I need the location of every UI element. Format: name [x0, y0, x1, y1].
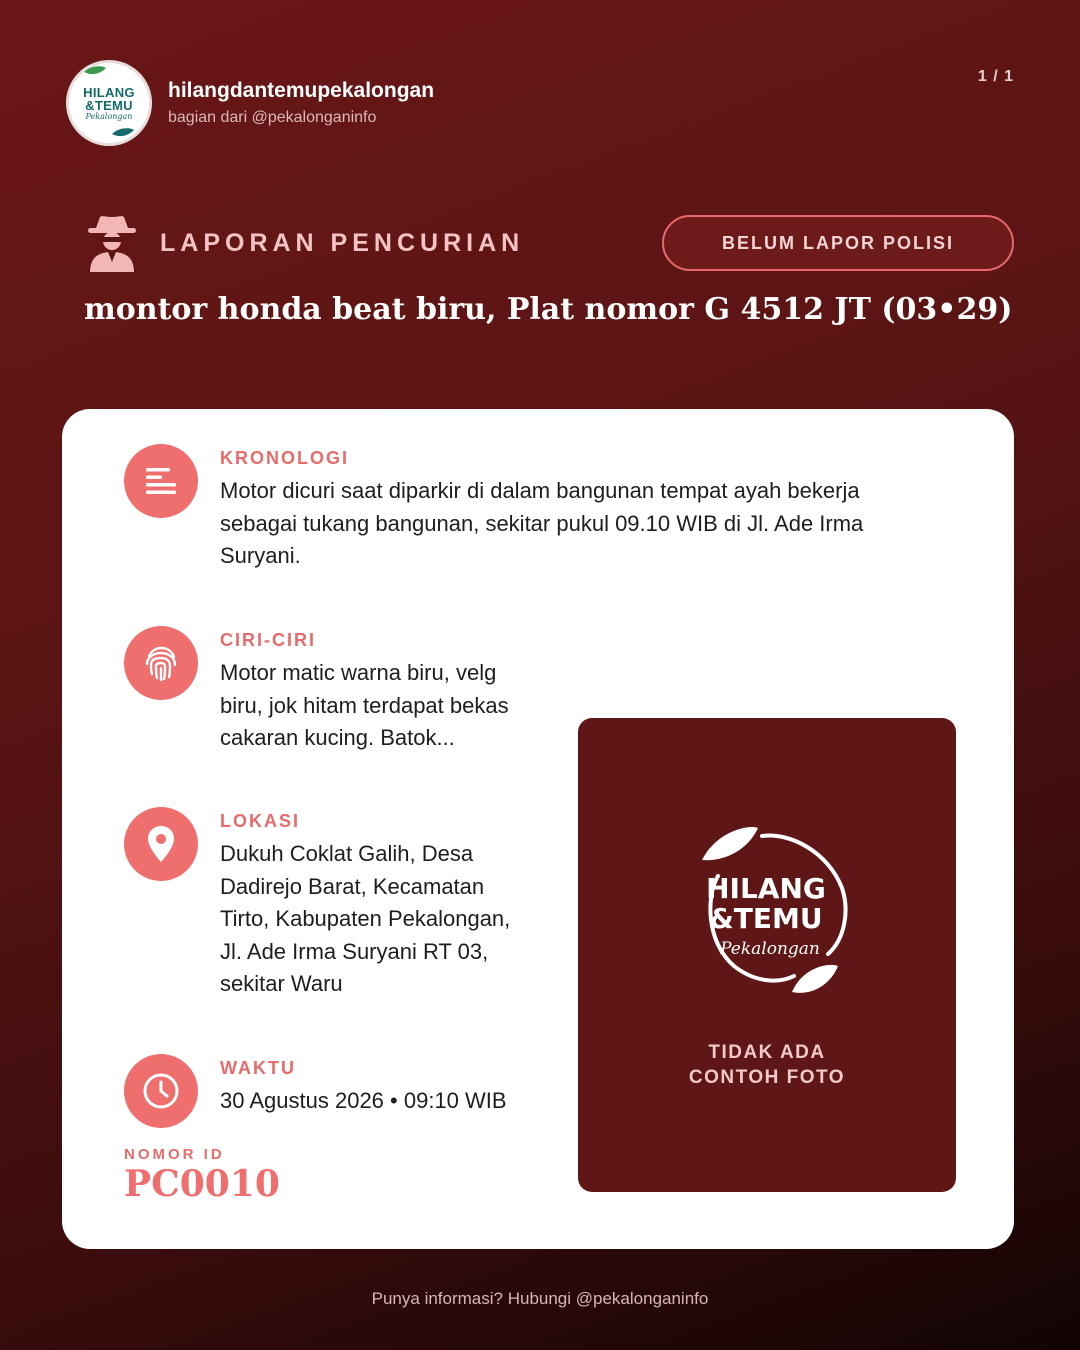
hilang-temu-logo-icon	[678, 822, 856, 1010]
footer-contact: Punya informasi? Hubungi @pekalonganinfo	[371, 1289, 709, 1308]
account-handle[interactable]: hilangdantemupekalongan	[168, 79, 435, 102]
thief-icon	[86, 214, 138, 272]
avatar-leaf-icon	[66, 60, 152, 146]
fingerprint-icon	[124, 626, 198, 700]
account-subtitle: bagian dari @pekalonganinfo	[168, 109, 377, 126]
clock-icon	[124, 1054, 198, 1128]
section-waktu	[124, 1054, 550, 1128]
photo-caption	[578, 1040, 956, 1090]
id-value: PC0010	[124, 1163, 280, 1205]
avatar-logo-line3: Pekalongan	[85, 111, 133, 121]
photo-caption-line2: CONTOH FOTO	[688, 1067, 846, 1088]
section-text: 30 Agustus 2026 • 09:10 WIB	[220, 1088, 507, 1113]
photo-placeholder	[578, 718, 956, 1192]
photo-logo-line3: Pekalongan	[720, 939, 820, 959]
id-label: NOMOR ID	[124, 1146, 225, 1163]
account-header	[66, 60, 434, 146]
report-title: montor honda beat biru, Plat nomor G 4512 JT (03•29)	[84, 292, 1013, 327]
section-text: Motor matic warna biru, velg biru, jok hitam terdapat bekas cakaran kucing. Batok...	[220, 660, 509, 750]
report-type-label: LAPORAN PENCURIAN	[160, 228, 525, 257]
photo-logo-line1: HILANG	[706, 872, 826, 905]
text-lines-icon	[124, 444, 198, 518]
report-card	[62, 409, 1014, 1249]
section-ciri	[124, 626, 532, 755]
photo-logo-line2: &TEMU	[709, 902, 823, 935]
report-header	[86, 214, 1014, 272]
section-kronologi	[124, 444, 924, 573]
section-text: Motor dicuri saat diparkir di dalam bangunan tempat ayah bekerja sebagai tukang bangunan, sekitar pukul 09.10 WIB di Jl. Ade Irma Suryani.	[220, 478, 864, 568]
section-label: LOKASI	[220, 811, 301, 831]
section-label: CIRI-CIRI	[220, 630, 316, 650]
avatar-logo-line2: &TEMU	[85, 97, 133, 113]
section-label: WAKTU	[220, 1058, 296, 1078]
avatar-logo-line1: HILANG	[83, 84, 135, 100]
section-text: Dukuh Coklat Galih, Desa Dadirejo Barat, Kecamatan Tirto, Kabupaten Pekalongan, Jl. Ade Irma Suryani RT 03, sekitar Waru	[220, 841, 511, 996]
avatar[interactable]	[66, 60, 152, 146]
section-label: KRONOLOGI	[220, 448, 349, 468]
page-indicator: 1 / 1	[977, 68, 1014, 85]
photo-caption-line1: TIDAK ADA	[708, 1042, 826, 1063]
police-status-badge: BELUM LAPOR POLISI	[662, 215, 1014, 271]
location-pin-icon	[124, 807, 198, 881]
section-lokasi	[124, 807, 532, 1001]
